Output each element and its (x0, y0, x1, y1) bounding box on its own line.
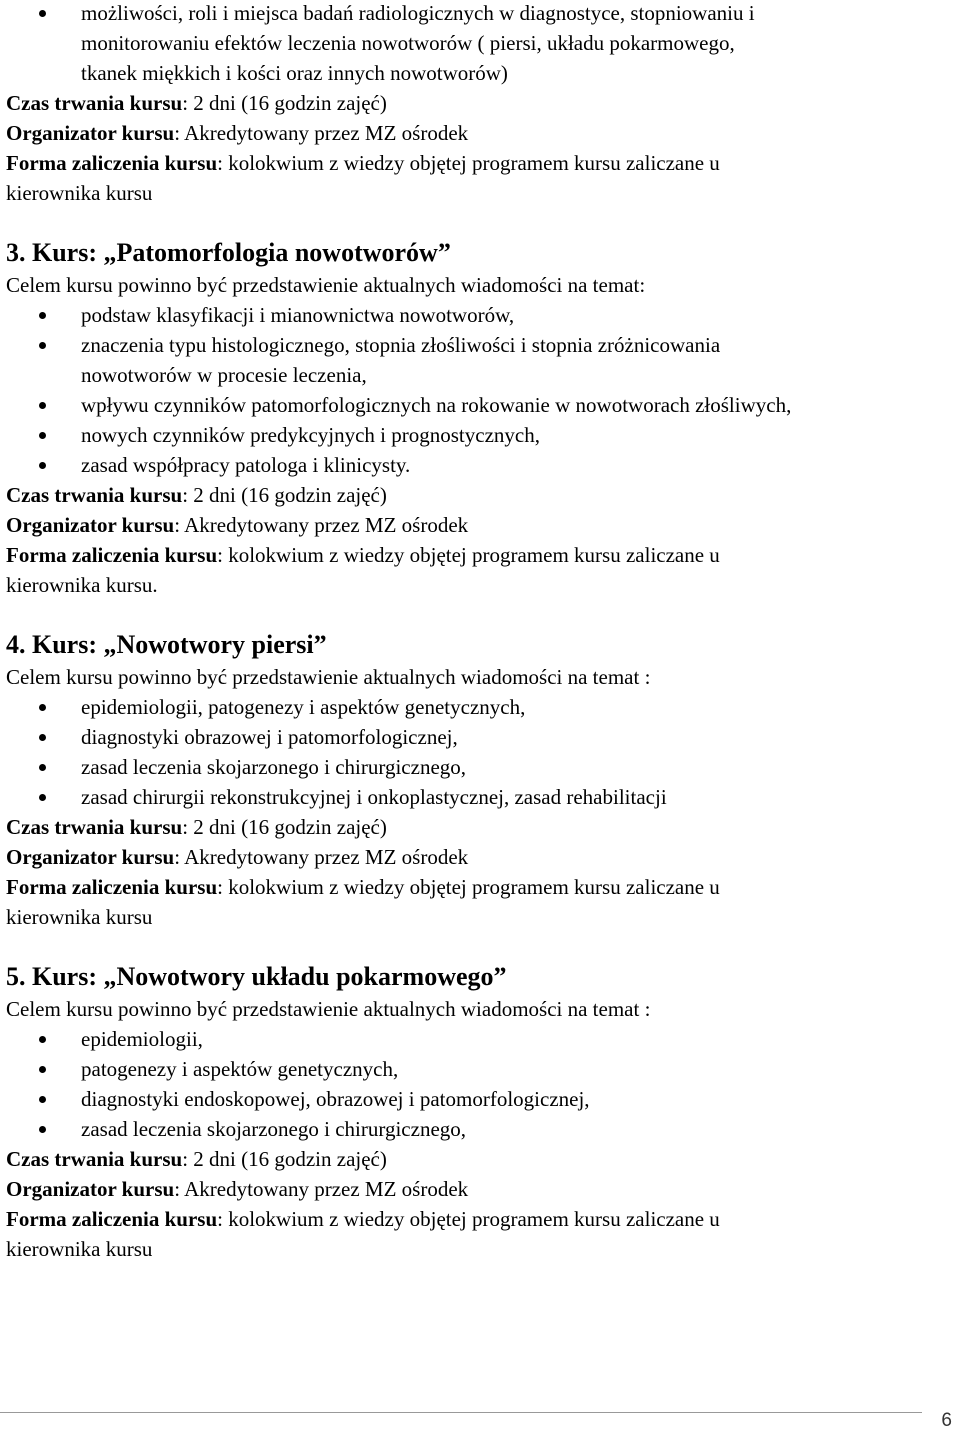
assessment-value: : kolokwium z wiedzy objętej programem kursu zaliczane u (217, 151, 720, 175)
course-aim: Celem kursu powinno być przedstawienie aktualnych wiadomości na temat: (6, 273, 646, 297)
course-aim: Celem kursu powinno być przedstawienie aktualnych wiadomości na temat : (6, 665, 651, 689)
bullet-icon (39, 342, 46, 349)
course-aim: Celem kursu powinno być przedstawienie aktualnych wiadomości na temat : (6, 997, 651, 1021)
list-item (6, 722, 954, 752)
organizer-label: Organizator kursu (6, 845, 175, 869)
duration-label: Czas trwania kursu (6, 1147, 183, 1171)
page-number: 6 (941, 1410, 952, 1431)
list-item-text: wpływu czynników patomorfologicznych na rokowanie w nowotworach złośliwych, (81, 393, 792, 417)
organizer-value: : Akredytowany przez MZ ośrodek (174, 513, 469, 537)
bullet-icon (39, 1066, 46, 1073)
list-item (6, 1054, 954, 1084)
bullet-icon (39, 312, 46, 319)
duration-value: : 2 dni (16 godzin zajęć) (182, 91, 387, 115)
list-item-text: podstaw klasyfikacji i mianownictwa nowotworów, (81, 303, 515, 327)
list-item (6, 300, 954, 330)
list-item-text: zasad leczenia skojarzonego i chirurgicznego, (81, 1117, 467, 1141)
list-item (6, 1024, 954, 1054)
list-item-text: epidemiologii, patogenezy i aspektów genetycznych, (81, 695, 526, 719)
organizer-label: Organizator kursu (6, 513, 175, 537)
assessment-value: : kolokwium z wiedzy objętej programem kursu zaliczane u (217, 875, 720, 899)
list-item-text: patogenezy i aspektów genetycznych, (81, 1057, 399, 1081)
assessment-line (6, 1204, 954, 1234)
list-item-text: monitorowaniu efektów leczenia nowotworów ( piersi, układu pokarmowego, (81, 31, 735, 55)
organizer-line (6, 118, 954, 148)
assessment-label: Forma zaliczenia kursu (6, 875, 218, 899)
duration-value: : 2 dni (16 godzin zajęć) (182, 815, 387, 839)
course-heading: 5. Kurs: „Nowotwory układu pokarmowego” (6, 962, 507, 991)
list-item-text: znaczenia typu histologicznego, stopnia złośliwości i stopnia zróżnicowania (81, 333, 721, 357)
duration-label: Czas trwania kursu (6, 91, 183, 115)
bullet-icon (39, 764, 46, 771)
bullet-icon (39, 1126, 46, 1133)
assessment-value: : kolokwium z wiedzy objętej programem kursu zaliczane u (217, 543, 720, 567)
footer-divider (0, 1412, 922, 1413)
organizer-value: : Akredytowany przez MZ ośrodek (174, 1177, 469, 1201)
duration-label: Czas trwania kursu (6, 483, 183, 507)
duration-line (6, 1144, 954, 1174)
bullet-icon (39, 704, 46, 711)
duration-value: : 2 dni (16 godzin zajęć) (182, 483, 387, 507)
bullet-icon (39, 794, 46, 801)
organizer-line (6, 510, 954, 540)
duration-value: : 2 dni (16 godzin zajęć) (182, 1147, 387, 1171)
list-item (6, 1114, 954, 1144)
list-item (6, 390, 954, 420)
duration-line (6, 480, 954, 510)
bullet-icon (39, 402, 46, 409)
list-item-text: zasad chirurgii rekonstrukcyjnej i onkoplastycznej, zasad rehabilitacji (81, 785, 667, 809)
list-item-text: epidemiologii, (81, 1027, 203, 1051)
bullet-icon (39, 1096, 46, 1103)
assessment-line (6, 872, 954, 902)
assessment-label: Forma zaliczenia kursu (6, 151, 218, 175)
organizer-label: Organizator kursu (6, 1177, 175, 1201)
assessment-value: : kolokwium z wiedzy objętej programem kursu zaliczane u (217, 1207, 720, 1231)
document-page (6, 0, 954, 1264)
bullet-icon (39, 734, 46, 741)
list-item-text: diagnostyki obrazowej i patomorfologicznej, (81, 725, 458, 749)
list-item-text: nowych czynników predykcyjnych i prognostycznych, (81, 423, 540, 447)
assessment-label: Forma zaliczenia kursu (6, 543, 218, 567)
bullet-icon (39, 462, 46, 469)
duration-line (6, 812, 954, 842)
bullet-icon (39, 1036, 46, 1043)
duration-label: Czas trwania kursu (6, 815, 183, 839)
bullet-icon (39, 432, 46, 439)
assessment-value-cont: kierownika kursu. (6, 573, 158, 597)
list-item (6, 1084, 954, 1114)
course-heading: 4. Kurs: „Nowotwory piersi” (6, 630, 327, 659)
assessment-label: Forma zaliczenia kursu (6, 1207, 218, 1231)
list-item-text: zasad leczenia skojarzonego i chirurgicznego, (81, 755, 467, 779)
list-item-text: nowotworów w procesie leczenia, (81, 363, 367, 387)
organizer-value: : Akredytowany przez MZ ośrodek (174, 121, 469, 145)
organizer-line (6, 1174, 954, 1204)
assessment-line (6, 148, 954, 178)
list-item (6, 782, 954, 812)
assessment-line (6, 540, 954, 570)
assessment-value-cont: kierownika kursu (6, 905, 153, 929)
organizer-value: : Akredytowany przez MZ ośrodek (174, 845, 469, 869)
list-item-text: tkanek miękkich i kości oraz innych nowotworów) (81, 61, 508, 85)
assessment-value-cont: kierownika kursu (6, 1237, 153, 1261)
list-item (6, 450, 954, 480)
bullet-icon (39, 10, 46, 17)
list-item-text: diagnostyki endoskopowej, obrazowej i patomorfologicznej, (81, 1087, 590, 1111)
duration-line (6, 88, 954, 118)
list-item-text: zasad współpracy patologa i klinicysty. (81, 453, 411, 477)
organizer-label: Organizator kursu (6, 121, 175, 145)
course-heading: 3. Kurs: „Patomorfologia nowotworów” (6, 238, 451, 267)
list-item (6, 420, 954, 450)
list-item (6, 330, 954, 360)
list-item (6, 692, 954, 722)
list-item (6, 0, 954, 28)
list-item-text: możliwości, roli i miejsca badań radiologicznych w diagnostyce, stopniowaniu i (81, 1, 755, 25)
assessment-value-cont: kierownika kursu (6, 181, 153, 205)
list-item (6, 752, 954, 782)
organizer-line (6, 842, 954, 872)
